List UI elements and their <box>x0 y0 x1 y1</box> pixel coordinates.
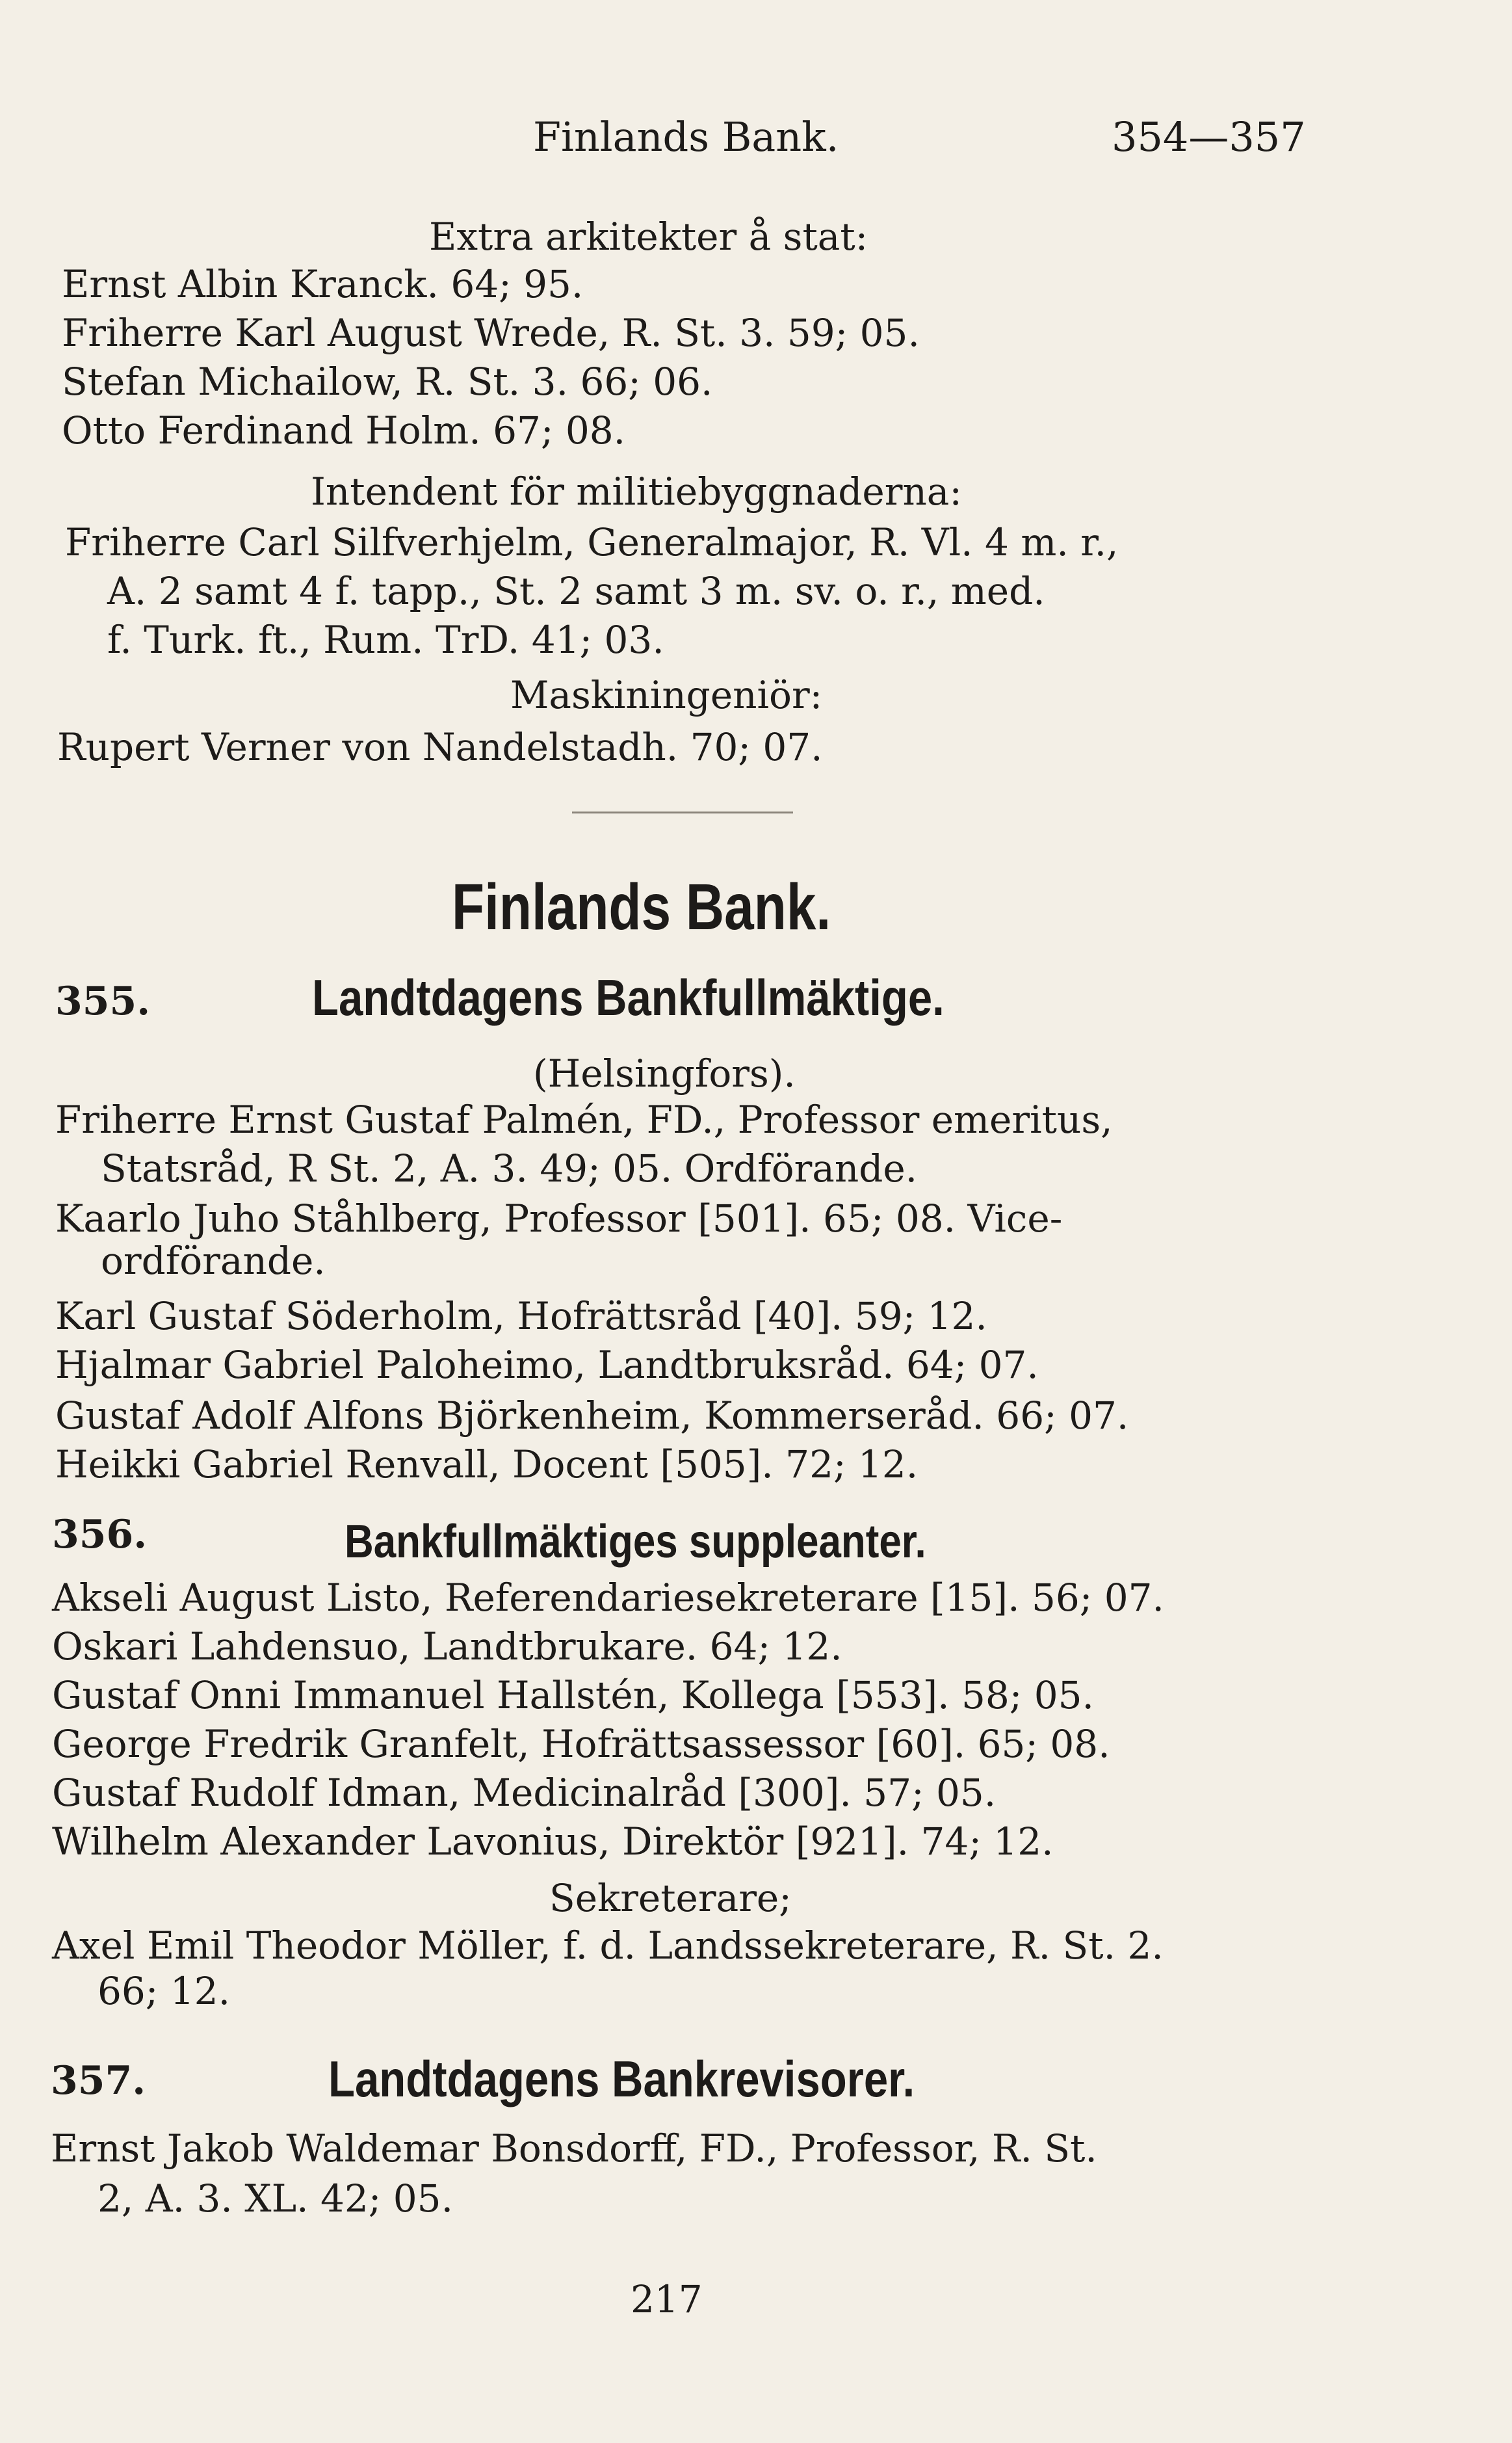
entry-line: Ernst Jakob Waldemar Bonsdorff, FD., Professor, R. St. <box>51 2126 1097 2171</box>
entry-line: Ernst Albin Kranck. 64; 95. <box>62 262 584 306</box>
section-number-357: 357. <box>51 2058 146 2104</box>
running-head-page-range: 354—357 <box>1112 113 1306 161</box>
entry-line: A. 2 samt 4 f. tapp., St. 2 samt 3 m. sv. o. r., med. <box>107 569 1045 613</box>
entry-line: Gustaf Adolf Alfons Björkenheim, Kommerseråd. 66; 07. <box>55 1393 1129 1438</box>
subheading-maskiningenior: Maskiningeniör: <box>510 673 823 717</box>
entry-line: Akseli August Listo, Referendariesekreterare [15]. 56; 07. <box>52 1576 1164 1620</box>
entry-line: Heikki Gabriel Renvall, Docent [505]. 72; 12. <box>55 1442 919 1486</box>
entry-line: f. Turk. ft., Rum. TrD. 41; 03. <box>107 618 664 662</box>
section-heading-355: Landtdagens Bankfullmäktige. <box>312 969 945 1026</box>
page-number: 217 <box>631 2277 703 2321</box>
subheading-sekreterare: Sekreterare; <box>549 1876 792 1920</box>
entry-line: Friherre Carl Silfverhjelm, Generalmajor, R. Vl. 4 m. r., <box>65 520 1119 564</box>
section-number-355: 355. <box>55 979 151 1024</box>
entry-line: Gustaf Onni Immanuel Hallstén, Kollega [553]. 58; 05. <box>52 1673 1094 1717</box>
entry-line: 2, A. 3. XL. 42; 05. <box>98 2176 454 2221</box>
section-title: Finlands Bank. <box>452 871 831 944</box>
entry-line: Wilhelm Alexander Lavonius, Direktör [921]. 74; 12. <box>52 1819 1054 1864</box>
entry-line: Axel Emil Theodor Möller, f. d. Landssekreterare, R. St. 2. <box>52 1923 1164 1968</box>
entry-line: Stefan Michailow, R. St. 3. 66; 06. <box>62 360 713 404</box>
entry-line: Friherre Karl August Wrede, R. St. 3. 59; 05. <box>62 311 920 355</box>
section-divider <box>572 812 793 813</box>
section-heading-356: Bankfullmäktiges suppleanter. <box>345 1516 926 1568</box>
entry-line: George Fredrik Granfelt, Hofrättsassessor [60]. 65; 08. <box>52 1722 1110 1766</box>
entry-line: 66; 12. <box>98 1969 231 2013</box>
entry-line: Kaarlo Juho Ståhlberg, Professor [501]. 65; 08. Vice- <box>55 1196 1063 1241</box>
entry-line: Hjalmar Gabriel Paloheimo, Landtbruksråd. 64; 07. <box>55 1343 1039 1387</box>
entry-line: Gustaf Rudolf Idman, Medicinalråd [300]. 57; 05. <box>52 1771 997 1815</box>
entry-line: Rupert Verner von Nandelstadh. 70; 07. <box>57 725 823 769</box>
place-label: (Helsingfors). <box>533 1051 796 1096</box>
entry-line: Karl Gustaf Söderholm, Hofrättsråd [40]. 59; 12. <box>55 1294 987 1338</box>
entry-line: Statsråd, R St. 2, A. 3. 49; 05. Ordförande. <box>101 1146 918 1191</box>
section-number-356: 356. <box>52 1512 148 1557</box>
running-head-title: Finlands Bank. <box>533 113 839 161</box>
section-heading-357: Landtdagens Bankrevisorer. <box>328 2050 915 2107</box>
entry-line: ordförande. <box>101 1239 326 1283</box>
subheading-intendent: Intendent för militiebyggnaderna: <box>311 469 962 514</box>
entry-line: Otto Ferdinand Holm. 67; 08. <box>62 408 626 453</box>
entry-line: Oskari Lahdensuo, Landtbrukare. 64; 12. <box>52 1624 842 1669</box>
entry-line: Friherre Ernst Gustaf Palmén, FD., Professor emeritus, <box>55 1098 1113 1142</box>
subheading-extra-arkitekter: Extra arkitekter å stat: <box>429 215 868 259</box>
